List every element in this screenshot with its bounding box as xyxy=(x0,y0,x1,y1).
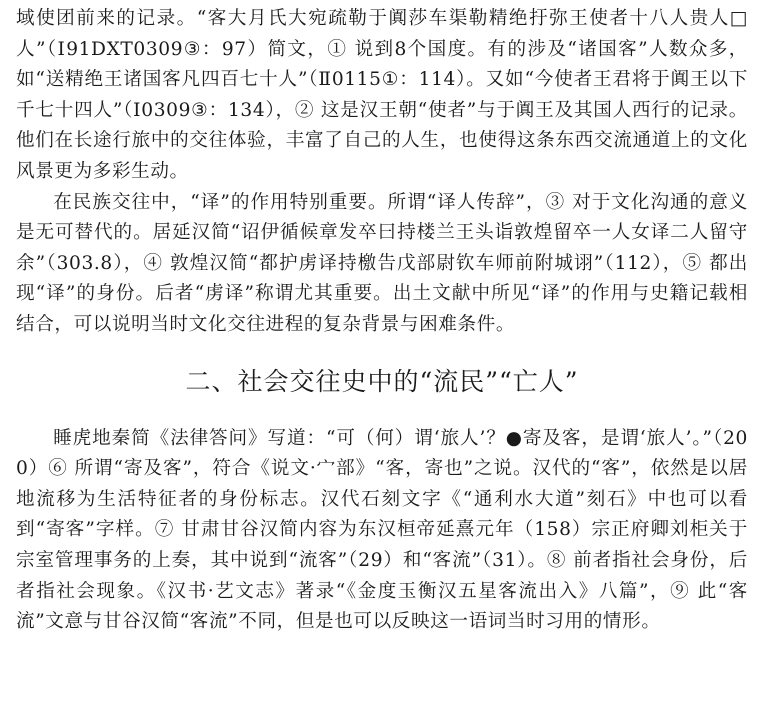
paragraph-travelers: 睡虎地秦简《法律答问》写道：“可（何）谓‘旅人’？●寄及客，是谓‘旅人’。”（200）⑥ 所谓“寄及客”，符合《说文·宀部》“客，寄也”之说。汉代的“客”，依然是以居地流移为生活特征者的身份标志。汉代石刻文字《“通利水大道”刻石》中也可以看到“寄客”字样。⑦ 甘肃甘谷汉简内容为东汉桓帝延熹元年（158）宗正府卿刘柜关于宗室管理事务的上奏，其中说到“流客”（29）和“客流”（31）。⑧ 前者指社会身份，后者指社会现象。《汉书·艺文志》著录“《金度玉衡汉五星客流出入》八篇”，⑨ 此“客流”文意与甘谷汉简“客流”不同，但是也可以反映这一语词当时习用的情形。 xyxy=(16,427,748,633)
section-heading: 二、社会交往史中的“流民”“亡人” xyxy=(185,366,579,396)
paragraph-translators: 在民族交往中，“译”的作用特别重要。所谓“译人传辞”，③ 对于文化沟通的意义是无可替代的。居延汉简“诏伊循候章发卒曰持楼兰王头诣敦煌留卒一人女译二人留守余”（303.8），④ 敦煌汉简“都护虏译持檄告戊部尉钦车师前附城诩”（112），⑤ 都出现“译”的身份。后者“虏译”称谓尤其重要。出土文献中所见“译”的作用与史籍记载相结合，可以说明当时文化交往进程的复杂背景与困难条件。 xyxy=(16,191,748,335)
paragraph-western-envoys: 域使团前来的记录。“客大月氏大宛疏勒于阗莎车渠勒精绝扜弥王使者十八人贵人□人”（Ⅰ91DXT0309③：97）简文，① 说到8个国度。有的涉及“诸国客”人数众多，如“送精绝王诸国客凡四百七十人”（Ⅱ0115①：114）。又如“今使者王君将于阗王以下千七十四人”（Ⅰ0309③：134），② 这是汉王朝“使者”与于阗王及其国人西行的记录。他们在长途行旅中的交往体验，丰富了自己的人生，也使得这条东西交流通道上的文化风景更为多彩生动。 xyxy=(16,8,748,182)
